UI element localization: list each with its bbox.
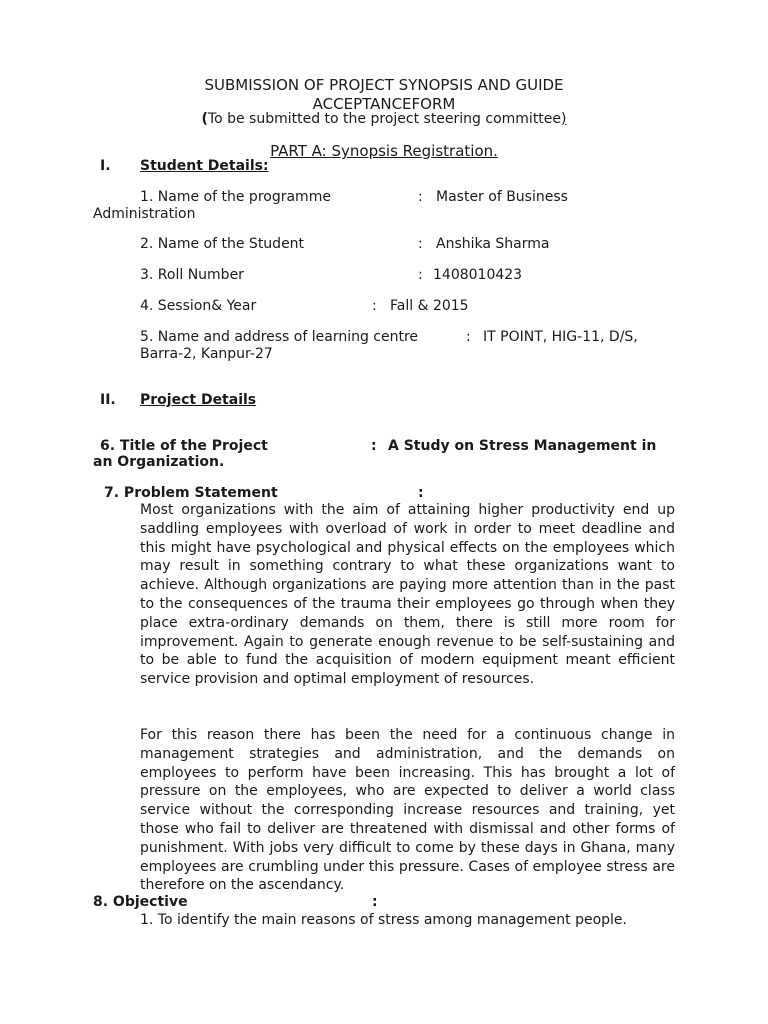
roll-number-value: 1408010423 <box>433 267 523 283</box>
problem-statement-colon: : <box>418 485 424 501</box>
project-title-value: A Study on Stress Management in <box>388 438 657 454</box>
part-a-heading: PART A: Synopsis Registration. <box>270 142 498 160</box>
session-year-label: 4. Session& Year <box>140 298 257 314</box>
form-title-line-2: ACCEPTANCEFORM <box>312 95 456 113</box>
student-name-value: Anshika Sharma <box>436 236 550 252</box>
project-title-label: 6. Title of the Project <box>100 438 268 454</box>
section-2-numeral: II. <box>100 392 116 408</box>
roll-number-label: 3. Roll Number <box>140 267 244 283</box>
objective-colon: : <box>372 894 378 910</box>
student-name-label: 2. Name of the Student <box>140 236 305 252</box>
roll-number-colon: : <box>418 267 423 283</box>
objective-item-1: 1. To identify the main reasons of stress among management people. <box>140 912 627 928</box>
form-title-line-1: SUBMISSION OF PROJECT SYNOPSIS AND GUIDE <box>204 76 564 94</box>
problem-statement-label: 7. Problem Statement <box>104 485 278 501</box>
paren-open: ( <box>201 111 208 127</box>
project-title-value-cont: an Organization. <box>93 454 225 470</box>
programme-colon: : <box>418 189 423 205</box>
section-2-heading: Project Details <box>140 392 257 408</box>
paren-close: ) <box>561 111 567 127</box>
session-year-value: Fall & 2015 <box>390 298 469 314</box>
learning-centre-value: IT POINT, HIG-11, D/S, <box>483 329 638 345</box>
learning-centre-colon: : <box>466 329 471 345</box>
programme-label: 1. Name of the programme <box>140 189 331 205</box>
section-1-numeral: I. <box>100 158 111 174</box>
objective-label: 8. Objective <box>93 894 188 910</box>
learning-centre-label: 5. Name and address of learning centre <box>140 329 419 345</box>
session-year-colon: : <box>372 298 377 314</box>
learning-centre-value-cont: Barra-2, Kanpur-27 <box>140 346 273 362</box>
student-name-colon: : <box>418 236 423 252</box>
project-title-colon: : <box>371 438 377 454</box>
problem-statement-paragraph-2: For this reason there has been the need for a continuous change in management strategies and administration, and the demands on employees to perform have been increasing. This has brought a lot of pressure on the employees, who are expected to deliver a world class service without the corresponding increase resources and training, yet those who fail to deliver are threatened with dismissal and other forms of punishment. With jobs very difficult to come by these days in Ghana, many employees are crumbling under this pressure. Cases of employee stress are therefore on the ascendancy. <box>140 727 675 894</box>
programme-value-cont: Administration <box>93 206 196 222</box>
section-1-heading: Student Details: <box>140 158 269 174</box>
form-subtitle <box>0 111 768 127</box>
form-subtitle-text: To be submitted to the project steering committee <box>207 111 562 127</box>
problem-statement-paragraph-1: Most organizations with the aim of attaining higher productivity end up saddling employees with overload of work in order to meet deadline and this might have psychological and physical effects on the employees which may result in something contrary to what these organizations want to achieve. Although organizations are paying more attention than in the past to the consequences of the trauma their employees go through when they place extra-ordinary demands on them, there is still more room for improvement. Again to generate enough revenue to be self-sustaining and to be able to fund the acquisition of modern equipment meant efficient service provision and optimal employment of resources. <box>140 502 675 688</box>
programme-value: Master of Business <box>436 189 568 205</box>
